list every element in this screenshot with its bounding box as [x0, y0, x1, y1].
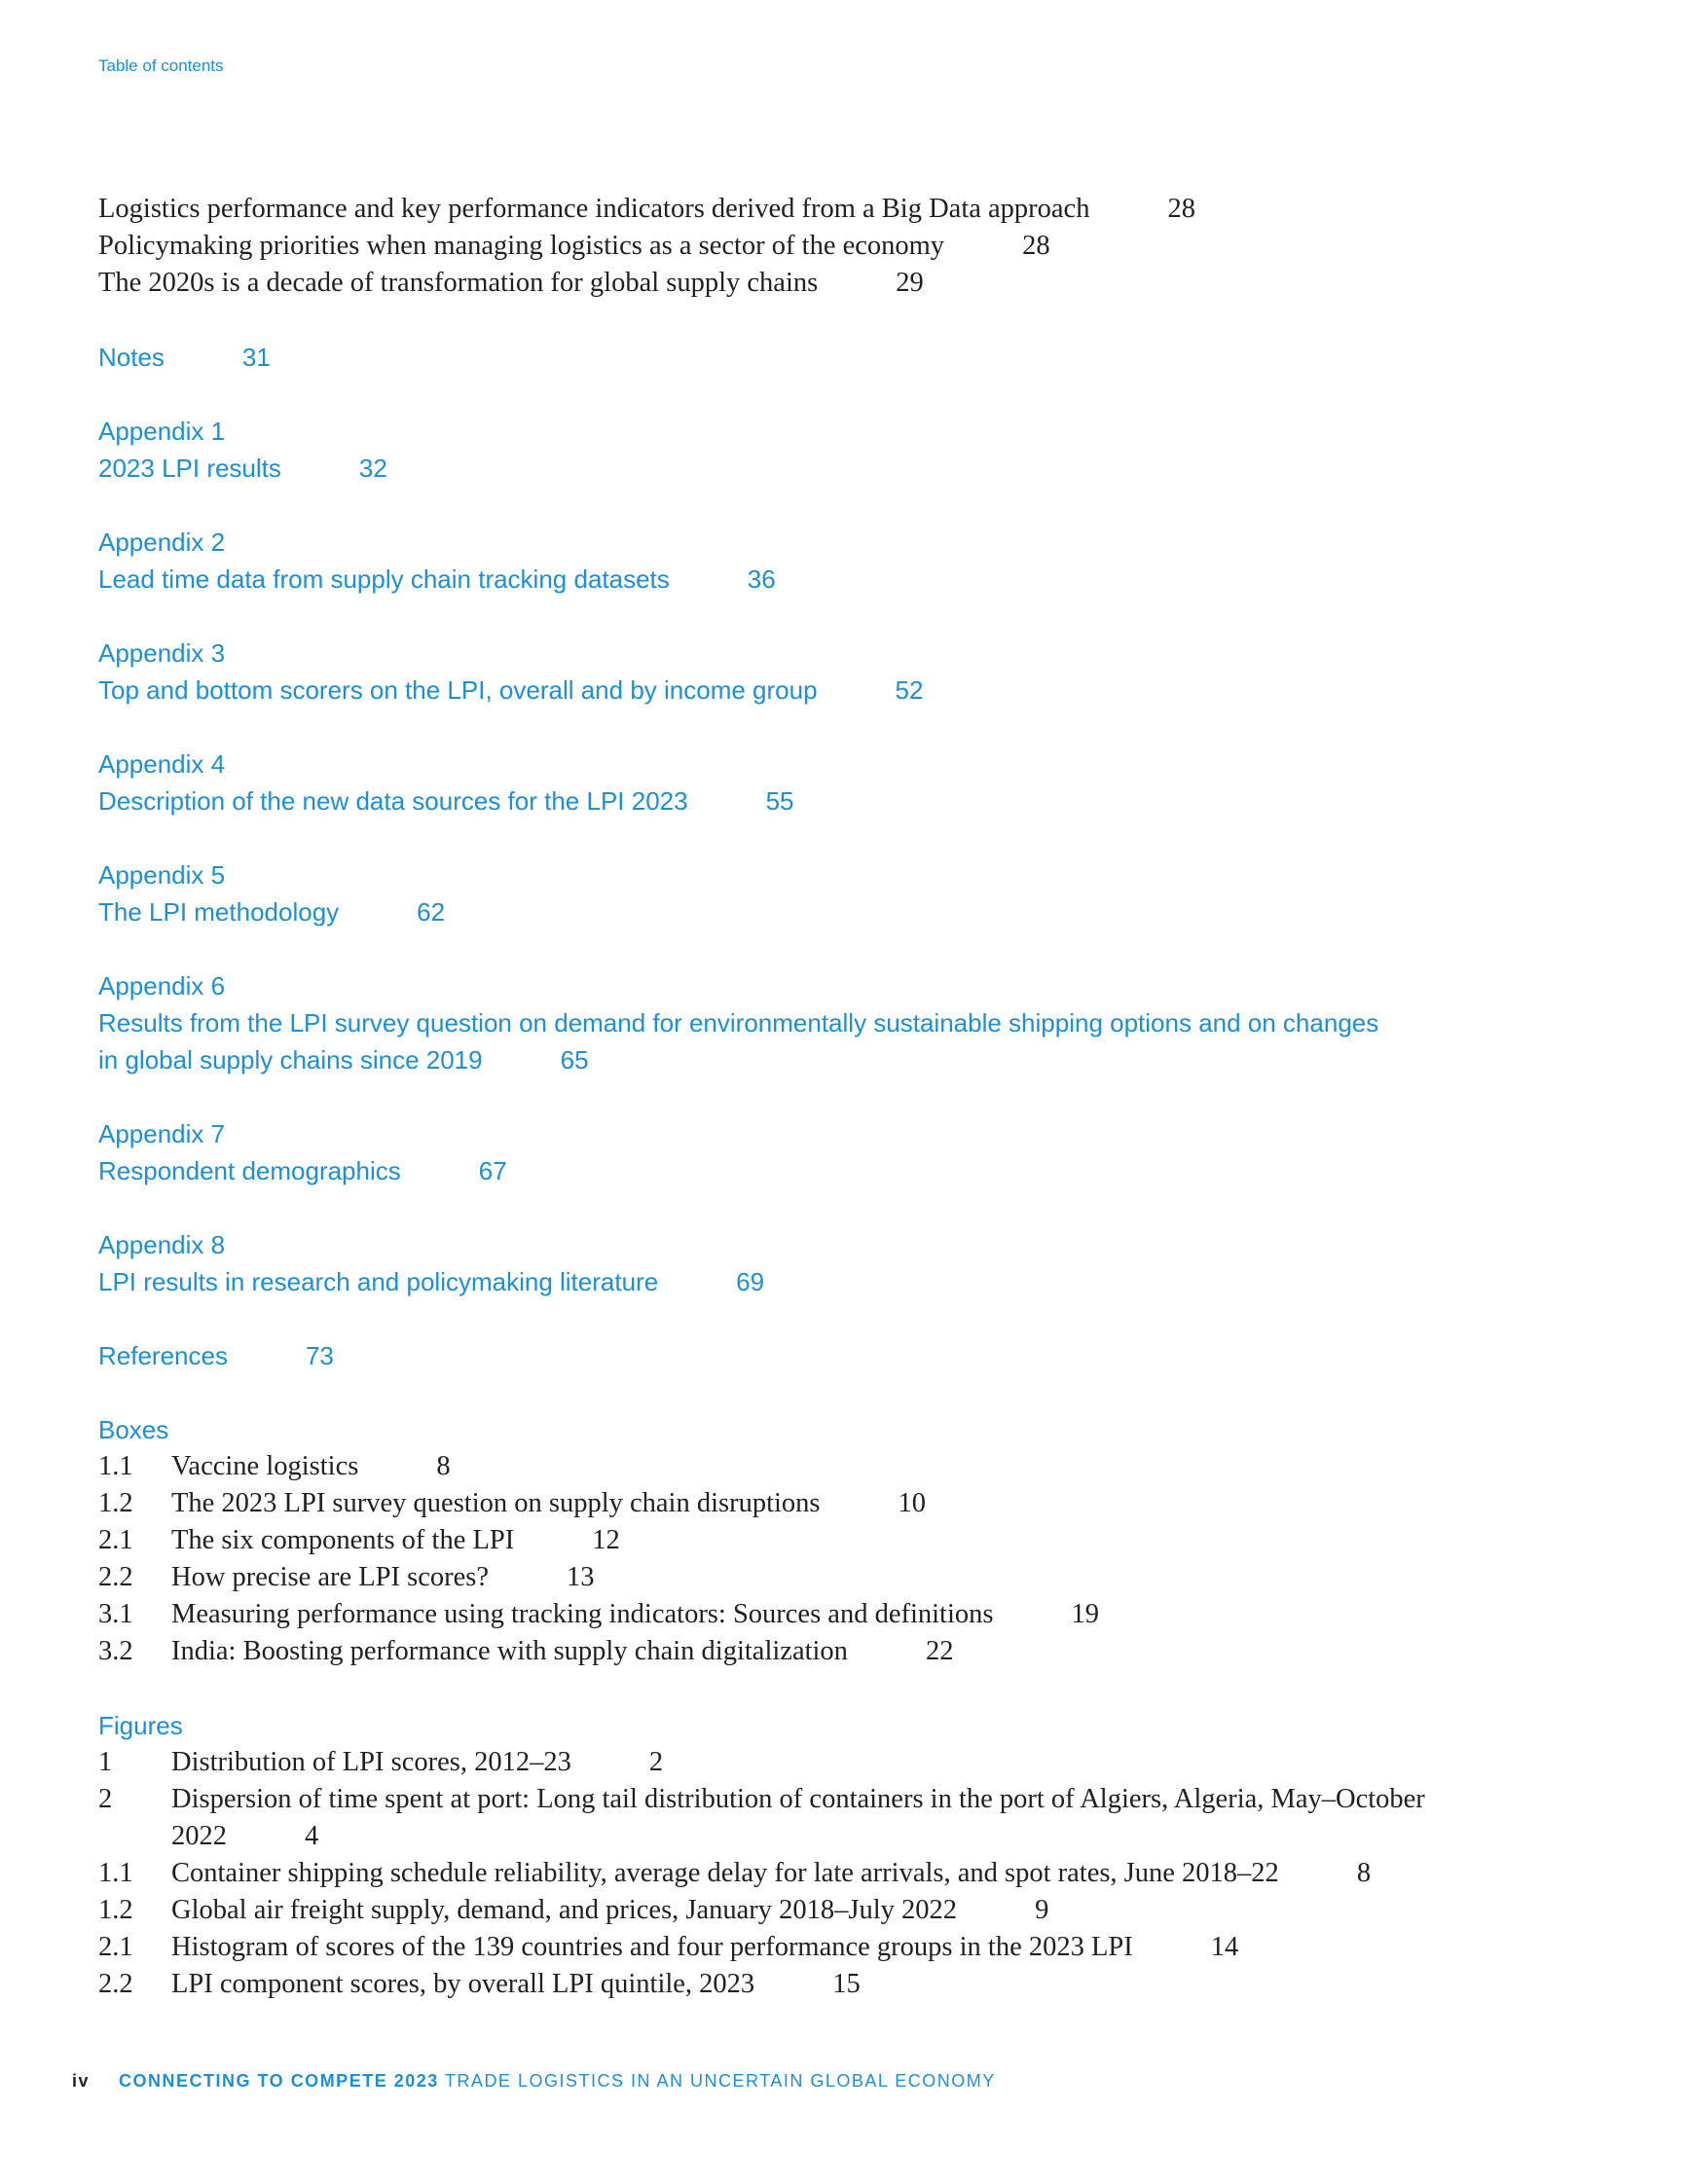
appendix-title: Description of the new data sources for the LPI 2023 — [98, 786, 688, 816]
toc-notes[interactable] — [98, 339, 1617, 376]
toc-entry-page: 28 — [1022, 231, 1050, 261]
box-page: 10 — [898, 1488, 927, 1518]
toc-appendix-8[interactable] — [98, 1226, 1617, 1300]
figure-number: 2.1 — [98, 1932, 133, 1962]
appendix-page: 52 — [895, 675, 924, 705]
toc-entry[interactable] — [98, 191, 1617, 228]
figure-entry[interactable] — [98, 1855, 1617, 1892]
appendix-title: Respondent demographics — [98, 1156, 401, 1185]
page-number: iv — [72, 2071, 91, 2091]
figure-number: 1 — [98, 1747, 113, 1777]
box-number: 2.1 — [98, 1525, 133, 1555]
box-page: 13 — [567, 1562, 595, 1592]
toc-appendix-2[interactable] — [98, 524, 1617, 598]
figure-page: 2 — [648, 1747, 664, 1777]
appendix-label: Appendix 2 — [98, 528, 226, 557]
box-title: Measuring performance using tracking indicators: Sources and definitions — [171, 1599, 994, 1629]
box-entry[interactable] — [98, 1485, 1617, 1522]
toc-references-page: 73 — [305, 1341, 334, 1370]
appendix-label: Appendix 6 — [98, 971, 226, 1001]
figure-number: 1.2 — [98, 1895, 133, 1925]
toc-appendix-3[interactable] — [98, 635, 1617, 709]
toc-notes-page: 31 — [241, 343, 271, 372]
figure-title-line-1: Dispersion of time spent at port: Long tail distribution of containers in the port of Algiers, Algeria, May–October — [171, 1784, 1425, 1814]
figure-entry[interactable] — [98, 1892, 1617, 1929]
appendix-title: Lead time data from supply chain tracking datasets — [98, 564, 670, 594]
box-page: 8 — [436, 1451, 451, 1481]
toc-entry[interactable] — [98, 228, 1617, 265]
box-entry[interactable] — [98, 1559, 1617, 1596]
toc-entry-title: Logistics performance and key performance indicators derived from a Big Data approach — [98, 194, 1090, 224]
box-page: 12 — [592, 1525, 620, 1555]
toc-entry-title: Policymaking priorities when managing logistics as a sector of the economy — [98, 231, 945, 261]
figures-heading: Figures — [98, 1711, 183, 1740]
figure-title: Container shipping schedule reliability, average delay for late arrivals, and spot rates, June 2018–22 — [171, 1858, 1279, 1888]
toc-entry[interactable] — [98, 265, 1617, 302]
box-page: 22 — [925, 1636, 954, 1666]
toc-appendix-5[interactable] — [98, 856, 1617, 930]
appendix-page: 67 — [478, 1156, 507, 1185]
figure-title: LPI component scores, by overall LPI quintile, 2023 — [171, 1969, 755, 1999]
toc-appendix-7[interactable] — [98, 1115, 1617, 1189]
toc-entry-page: 29 — [896, 268, 924, 298]
appendix-title-line-2: in global supply chains since 2019 — [98, 1045, 483, 1074]
box-entry[interactable] — [98, 1596, 1617, 1633]
toc-entry-page: 28 — [1167, 194, 1195, 224]
toc-entry-title: The 2020s is a decade of transformation for global supply chains — [98, 268, 819, 298]
appendix-page: 69 — [736, 1267, 765, 1296]
page-footer — [72, 2071, 996, 2092]
appendix-page: 36 — [747, 564, 776, 594]
appendix-page: 32 — [358, 454, 387, 483]
box-number: 1.2 — [98, 1488, 133, 1518]
appendix-title: LPI results in research and policymaking literature — [98, 1267, 659, 1296]
toc-figures — [98, 1707, 1617, 2003]
figure-page: 4 — [305, 1821, 319, 1851]
figure-title: Global air freight supply, demand, and prices, January 2018–July 2022 — [171, 1895, 958, 1925]
toc-boxes — [98, 1411, 1617, 1670]
report-subtitle: TRADE LOGISTICS IN AN UNCERTAIN GLOBAL ECONOMY — [444, 2071, 996, 2091]
appendix-label: Appendix 5 — [98, 860, 226, 890]
table-of-contents — [98, 191, 1617, 2003]
appendix-title: The LPI methodology — [98, 897, 340, 927]
appendix-title: 2023 LPI results — [98, 454, 281, 483]
appendix-title: Top and bottom scorers on the LPI, overall and by income group — [98, 675, 818, 705]
figure-title-line-2: 2022 — [171, 1821, 227, 1851]
figure-number: 2.2 — [98, 1969, 133, 1999]
box-number: 1.1 — [98, 1451, 133, 1481]
appendix-label: Appendix 8 — [98, 1230, 226, 1259]
box-title: Vaccine logistics — [171, 1451, 359, 1481]
figure-page: 9 — [1035, 1895, 1049, 1925]
report-title: CONNECTING TO COMPETE 2023 — [119, 2071, 439, 2091]
box-title: How precise are LPI scores? — [171, 1562, 490, 1592]
box-number: 3.2 — [98, 1636, 133, 1666]
box-entry[interactable] — [98, 1633, 1617, 1670]
box-page: 19 — [1071, 1599, 1099, 1629]
figure-number: 1.1 — [98, 1858, 133, 1888]
appendix-page: 55 — [765, 786, 794, 816]
figure-number: 2 — [98, 1784, 113, 1814]
figure-page: 15 — [832, 1969, 861, 1999]
appendix-label: Appendix 1 — [98, 417, 226, 446]
toc-notes-title: Notes — [98, 343, 165, 372]
figure-entry[interactable] — [98, 1781, 1617, 1855]
toc-references[interactable] — [98, 1337, 1617, 1374]
appendix-title-line-1: Results from the LPI survey question on demand for environmentally sustainable shipping options and on changes — [98, 1008, 1379, 1037]
appendix-label: Appendix 4 — [98, 749, 226, 779]
appendix-page: 62 — [417, 897, 446, 927]
figure-entry[interactable] — [98, 1929, 1617, 1966]
appendix-label: Appendix 7 — [98, 1119, 226, 1148]
box-entry[interactable] — [98, 1448, 1617, 1485]
box-number: 2.2 — [98, 1562, 133, 1592]
appendix-label: Appendix 3 — [98, 638, 226, 668]
figure-page: 8 — [1356, 1858, 1372, 1888]
toc-appendix-6[interactable] — [98, 967, 1617, 1078]
toc-section-continued — [98, 191, 1617, 302]
running-header: Table of contents — [98, 56, 224, 75]
toc-appendix-4[interactable] — [98, 746, 1617, 819]
appendix-page: 65 — [560, 1045, 589, 1074]
box-entry[interactable] — [98, 1522, 1617, 1559]
box-title: India: Boosting performance with supply chain digitalization — [171, 1636, 848, 1666]
figure-entry[interactable] — [98, 1966, 1617, 2003]
box-number: 3.1 — [98, 1599, 133, 1629]
toc-references-title: References — [98, 1341, 228, 1370]
figure-page: 14 — [1210, 1932, 1239, 1962]
toc-appendix-1[interactable] — [98, 413, 1617, 487]
figure-title: Histogram of scores of the 139 countries and four performance groups in the 2023 LPI — [171, 1932, 1133, 1962]
box-title: The six components of the LPI — [171, 1525, 515, 1555]
figure-entry[interactable] — [98, 1744, 1617, 1781]
boxes-heading: Boxes — [98, 1415, 169, 1444]
box-title: The 2023 LPI survey question on supply chain disruptions — [171, 1488, 821, 1518]
figure-title: Distribution of LPI scores, 2012–23 — [171, 1747, 571, 1777]
